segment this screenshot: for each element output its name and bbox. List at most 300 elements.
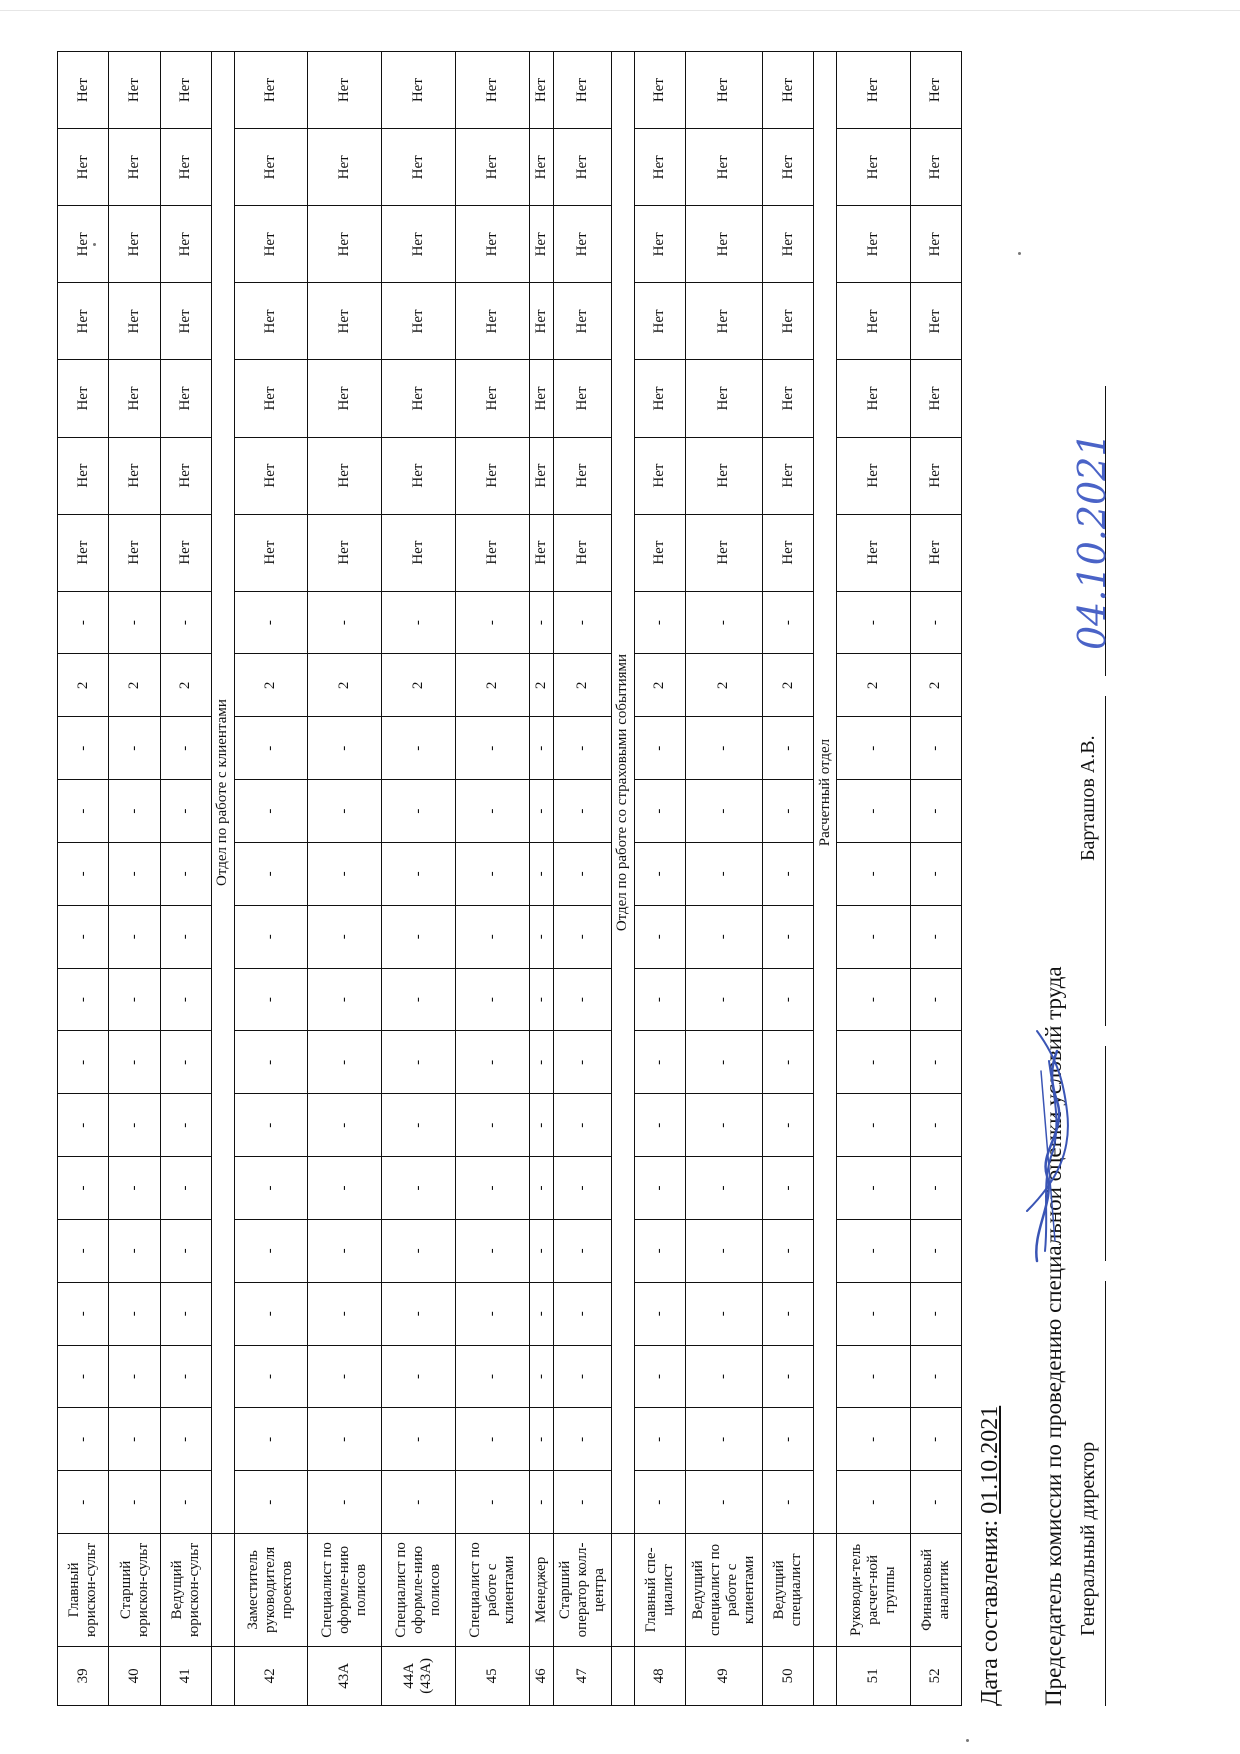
value-cell: - xyxy=(763,968,814,1031)
value-cell: - xyxy=(763,1219,814,1282)
value-cell: Нет xyxy=(634,52,685,129)
value-cell: Нет xyxy=(160,52,211,129)
section-title: Отдел по работе со страховыми событиями xyxy=(612,52,634,1534)
row-number: 42 xyxy=(234,1646,308,1705)
value-cell: Нет xyxy=(529,283,554,360)
section-spacer xyxy=(612,1534,634,1647)
value-cell: - xyxy=(58,842,109,905)
value-cell: Нет xyxy=(58,206,109,283)
value-cell: - xyxy=(763,905,814,968)
position-title: Ведущий специалист по работе с клиентами xyxy=(685,1534,762,1647)
value-cell: - xyxy=(109,905,160,968)
handwritten-date xyxy=(1067,396,1137,656)
value-cell: - xyxy=(529,1471,554,1534)
value-cell: - xyxy=(308,1031,382,1094)
value-cell: - xyxy=(910,1282,962,1345)
assessment-table xyxy=(57,51,962,1706)
value-cell: - xyxy=(634,780,685,843)
value-cell: - xyxy=(634,1219,685,1282)
value-cell: Нет xyxy=(109,360,160,437)
value-cell: Нет xyxy=(529,52,554,129)
value-cell: Нет xyxy=(109,514,160,591)
position-title: Специалист по оформле-нию полисов xyxy=(308,1534,382,1647)
title-underline xyxy=(1105,1281,1106,1706)
value-cell: - xyxy=(685,905,762,968)
value-cell: Нет xyxy=(382,52,456,129)
value-cell: - xyxy=(836,905,910,968)
value-cell: Нет xyxy=(529,514,554,591)
value-cell: - xyxy=(58,780,109,843)
value-cell: - xyxy=(685,1219,762,1282)
value-cell: Нет xyxy=(634,360,685,437)
value-cell: - xyxy=(554,1157,612,1220)
value-cell: - xyxy=(685,1157,762,1220)
value-cell: Нет xyxy=(234,283,308,360)
value-cell: Нет xyxy=(58,360,109,437)
value-cell: Нет xyxy=(910,129,962,206)
value-cell: - xyxy=(455,1408,529,1471)
row-number: 41 xyxy=(160,1646,211,1705)
chairman-line: Председатель комиссии по проведению специальной оценки условий труда xyxy=(1041,966,1066,1706)
value-cell: - xyxy=(910,1219,962,1282)
value-cell: - xyxy=(382,905,456,968)
row-number: 47 xyxy=(554,1646,612,1705)
value-cell: - xyxy=(634,905,685,968)
value-cell: - xyxy=(685,780,762,843)
table-row xyxy=(836,52,910,1706)
value-cell: - xyxy=(308,1408,382,1471)
value-cell: - xyxy=(308,1282,382,1345)
value-cell: Нет xyxy=(836,52,910,129)
value-cell: Нет xyxy=(910,514,962,591)
value-cell: Нет xyxy=(763,129,814,206)
value-cell: - xyxy=(554,1219,612,1282)
value-cell: - xyxy=(234,1157,308,1220)
value-cell: - xyxy=(58,1282,109,1345)
value-cell: - xyxy=(234,1471,308,1534)
value-cell: - xyxy=(234,842,308,905)
value-cell: - xyxy=(455,1094,529,1157)
value-cell: Нет xyxy=(58,437,109,514)
position-title: Старший юрискон-сульт xyxy=(109,1534,160,1647)
value-cell: Нет xyxy=(554,360,612,437)
value-cell: - xyxy=(58,905,109,968)
table-body xyxy=(58,52,962,1706)
value-cell: - xyxy=(685,717,762,780)
value-cell: - xyxy=(455,842,529,905)
value-cell: - xyxy=(529,591,554,654)
position-title: Специалист по работе с клиентами xyxy=(455,1534,529,1647)
value-cell: - xyxy=(836,1345,910,1408)
value-cell: - xyxy=(109,591,160,654)
value-cell: - xyxy=(109,717,160,780)
value-cell: - xyxy=(836,1157,910,1220)
value-cell: Нет xyxy=(529,129,554,206)
value-cell: - xyxy=(634,1408,685,1471)
value-cell: Нет xyxy=(455,206,529,283)
value-cell: - xyxy=(234,780,308,843)
value-cell: - xyxy=(836,1219,910,1282)
value-cell: 2 xyxy=(109,654,160,717)
value-cell: - xyxy=(554,1345,612,1408)
value-cell: - xyxy=(455,1219,529,1282)
value-cell: - xyxy=(58,717,109,780)
value-cell: - xyxy=(685,1282,762,1345)
value-cell: - xyxy=(160,1282,211,1345)
value-cell: - xyxy=(455,1345,529,1408)
value-cell: Нет xyxy=(455,52,529,129)
value-cell: - xyxy=(763,1157,814,1220)
value-cell: - xyxy=(308,780,382,843)
value-cell: Нет xyxy=(529,206,554,283)
value-cell: - xyxy=(109,1157,160,1220)
section-title: Отдел по работе с клиентами xyxy=(212,52,234,1534)
value-cell: - xyxy=(836,1094,910,1157)
value-cell: - xyxy=(529,1408,554,1471)
value-cell: 2 xyxy=(836,654,910,717)
value-cell: - xyxy=(455,1031,529,1094)
value-cell: - xyxy=(455,717,529,780)
value-cell: Нет xyxy=(308,360,382,437)
table-row xyxy=(382,52,456,1706)
value-cell: - xyxy=(455,1282,529,1345)
value-cell: - xyxy=(554,905,612,968)
value-cell: Нет xyxy=(308,52,382,129)
value-cell: - xyxy=(634,1094,685,1157)
value-cell: - xyxy=(58,1094,109,1157)
value-cell: Нет xyxy=(634,283,685,360)
value-cell: - xyxy=(382,1471,456,1534)
signature-image xyxy=(997,1021,1117,1271)
value-cell: - xyxy=(382,842,456,905)
value-cell: Нет xyxy=(382,514,456,591)
value-cell: - xyxy=(634,968,685,1031)
table-row xyxy=(554,52,612,1706)
value-cell: - xyxy=(160,968,211,1031)
value-cell: Нет xyxy=(58,283,109,360)
value-cell: - xyxy=(58,1031,109,1094)
value-cell: Нет xyxy=(685,52,762,129)
row-number: 40 xyxy=(109,1646,160,1705)
value-cell: - xyxy=(910,1345,962,1408)
value-cell: Нет xyxy=(455,437,529,514)
position-title: Руководи-тель расчет-ной группы xyxy=(836,1534,910,1647)
value-cell: Нет xyxy=(109,283,160,360)
value-cell: Нет xyxy=(455,514,529,591)
value-cell: - xyxy=(109,1408,160,1471)
value-cell: - xyxy=(308,1219,382,1282)
value-cell: - xyxy=(109,968,160,1031)
value-cell: - xyxy=(634,1282,685,1345)
value-cell: - xyxy=(836,842,910,905)
value-cell: - xyxy=(58,1471,109,1534)
value-cell: Нет xyxy=(685,514,762,591)
value-cell: - xyxy=(160,717,211,780)
value-cell: Нет xyxy=(910,360,962,437)
section-spacer xyxy=(814,1534,836,1647)
value-cell: - xyxy=(308,1094,382,1157)
value-cell: - xyxy=(308,842,382,905)
value-cell: Нет xyxy=(554,52,612,129)
value-cell: - xyxy=(160,1031,211,1094)
value-cell: - xyxy=(455,1471,529,1534)
value-cell: Нет xyxy=(234,514,308,591)
position-title: Главный юрискон-сульт xyxy=(58,1534,109,1647)
value-cell: Нет xyxy=(58,514,109,591)
value-cell: - xyxy=(382,717,456,780)
value-cell: Нет xyxy=(836,360,910,437)
value-cell: - xyxy=(529,1345,554,1408)
value-cell: - xyxy=(109,1282,160,1345)
value-cell: - xyxy=(308,1471,382,1534)
value-cell: Нет xyxy=(685,129,762,206)
value-cell: - xyxy=(58,591,109,654)
value-cell: - xyxy=(554,1408,612,1471)
value-cell: - xyxy=(836,1282,910,1345)
value-cell: - xyxy=(634,1345,685,1408)
value-cell: - xyxy=(234,1345,308,1408)
position-title: Специалист по оформле-нию полисов xyxy=(382,1534,456,1647)
value-cell: Нет xyxy=(529,437,554,514)
value-cell: 2 xyxy=(308,654,382,717)
value-cell: - xyxy=(234,1219,308,1282)
value-cell: - xyxy=(763,591,814,654)
value-cell: - xyxy=(685,968,762,1031)
value-cell: - xyxy=(554,968,612,1031)
value-cell: - xyxy=(455,1157,529,1220)
value-cell: - xyxy=(529,1157,554,1220)
section-spacer xyxy=(212,1646,234,1705)
value-cell: 2 xyxy=(910,654,962,717)
value-cell: - xyxy=(763,1408,814,1471)
value-cell: - xyxy=(910,968,962,1031)
value-cell: - xyxy=(455,780,529,843)
value-cell: - xyxy=(910,1408,962,1471)
table-row xyxy=(529,52,554,1706)
section-header-row xyxy=(814,52,836,1706)
value-cell: - xyxy=(382,1157,456,1220)
value-cell: - xyxy=(685,1471,762,1534)
value-cell: Нет xyxy=(529,360,554,437)
value-cell: 2 xyxy=(685,654,762,717)
value-cell: - xyxy=(382,1219,456,1282)
scan-speck xyxy=(966,1739,969,1742)
value-cell: Нет xyxy=(234,360,308,437)
value-cell: Нет xyxy=(910,283,962,360)
rotated-document xyxy=(47,38,1193,1716)
value-cell: Нет xyxy=(634,129,685,206)
value-cell: - xyxy=(910,905,962,968)
row-number: 44А (43А) xyxy=(382,1646,456,1705)
value-cell: - xyxy=(382,1408,456,1471)
value-cell: Нет xyxy=(910,52,962,129)
value-cell: - xyxy=(455,968,529,1031)
position-title: Финансовый аналитик xyxy=(910,1534,962,1647)
value-cell: - xyxy=(382,591,456,654)
value-cell: - xyxy=(160,1094,211,1157)
value-cell: - xyxy=(529,842,554,905)
row-number: 39 xyxy=(58,1646,109,1705)
value-cell: - xyxy=(554,1031,612,1094)
section-spacer xyxy=(212,1534,234,1647)
value-cell: - xyxy=(109,1471,160,1534)
date-label: Дата составления: xyxy=(977,1519,1003,1706)
value-cell: Нет xyxy=(160,129,211,206)
value-cell: - xyxy=(160,905,211,968)
value-cell: Нет xyxy=(634,437,685,514)
handwritten-date-text: 04.10.2021 xyxy=(1070,432,1114,650)
value-cell: - xyxy=(58,1408,109,1471)
value-cell: - xyxy=(160,1219,211,1282)
value-cell: Нет xyxy=(160,283,211,360)
position-title: Главный спе-циалист xyxy=(634,1534,685,1647)
value-cell: Нет xyxy=(554,514,612,591)
value-cell: Нет xyxy=(234,52,308,129)
section-header-row xyxy=(612,52,634,1706)
name-underline xyxy=(1105,696,1106,1026)
value-cell: - xyxy=(109,1345,160,1408)
value-cell: - xyxy=(685,842,762,905)
value-cell: - xyxy=(382,1031,456,1094)
value-cell: Нет xyxy=(160,206,211,283)
value-cell: Нет xyxy=(836,129,910,206)
value-cell: Нет xyxy=(836,283,910,360)
value-cell: Нет xyxy=(160,360,211,437)
value-cell: - xyxy=(763,1282,814,1345)
value-cell: Нет xyxy=(455,283,529,360)
value-cell: - xyxy=(109,1031,160,1094)
value-cell: Нет xyxy=(836,206,910,283)
value-cell: - xyxy=(634,591,685,654)
row-number: 48 xyxy=(634,1646,685,1705)
table-row xyxy=(685,52,762,1706)
row-number: 46 xyxy=(529,1646,554,1705)
value-cell: Нет xyxy=(58,129,109,206)
value-cell: - xyxy=(234,1094,308,1157)
value-cell: Нет xyxy=(554,437,612,514)
value-cell: - xyxy=(58,1219,109,1282)
value-cell: Нет xyxy=(58,52,109,129)
value-cell: - xyxy=(529,905,554,968)
value-cell: Нет xyxy=(382,437,456,514)
value-cell: - xyxy=(763,717,814,780)
value-cell: 2 xyxy=(455,654,529,717)
value-cell: - xyxy=(529,717,554,780)
value-cell: - xyxy=(836,717,910,780)
value-cell: - xyxy=(763,1345,814,1408)
value-cell: - xyxy=(58,968,109,1031)
value-cell: - xyxy=(160,1408,211,1471)
value-cell: - xyxy=(836,780,910,843)
table-row xyxy=(634,52,685,1706)
value-cell: - xyxy=(685,1031,762,1094)
value-cell: Нет xyxy=(455,129,529,206)
row-number: 49 xyxy=(685,1646,762,1705)
value-cell: - xyxy=(910,1157,962,1220)
value-cell: - xyxy=(382,1345,456,1408)
value-cell: Нет xyxy=(308,283,382,360)
value-cell: Нет xyxy=(763,437,814,514)
value-cell: Нет xyxy=(109,437,160,514)
value-cell: Нет xyxy=(685,283,762,360)
section-title: Расчетный отдел xyxy=(814,52,836,1534)
value-cell: 2 xyxy=(234,654,308,717)
table-row xyxy=(234,52,308,1706)
position-title: Ведущий юрискон-сульт xyxy=(160,1534,211,1647)
value-cell: - xyxy=(910,780,962,843)
table-row xyxy=(910,52,962,1706)
value-cell: - xyxy=(160,1157,211,1220)
value-cell: - xyxy=(634,842,685,905)
position-title: Ведущий специалист xyxy=(763,1534,814,1647)
value-cell: - xyxy=(634,1031,685,1094)
value-cell: Нет xyxy=(685,206,762,283)
value-cell: Нет xyxy=(234,206,308,283)
value-cell: - xyxy=(455,905,529,968)
value-cell: - xyxy=(554,591,612,654)
value-cell: Нет xyxy=(634,206,685,283)
signer-title-line xyxy=(1077,66,1100,1706)
value-cell: 2 xyxy=(529,654,554,717)
value-cell: Нет xyxy=(234,129,308,206)
value-cell: 2 xyxy=(763,654,814,717)
table-row xyxy=(455,52,529,1706)
value-cell: - xyxy=(685,1345,762,1408)
value-cell: - xyxy=(529,968,554,1031)
value-cell: - xyxy=(529,1282,554,1345)
value-cell: - xyxy=(763,1031,814,1094)
row-number: 45 xyxy=(455,1646,529,1705)
value-cell: Нет xyxy=(763,360,814,437)
table-row xyxy=(109,52,160,1706)
value-cell: Нет xyxy=(382,360,456,437)
value-cell: - xyxy=(160,842,211,905)
value-cell: Нет xyxy=(382,129,456,206)
value-cell: - xyxy=(836,1408,910,1471)
value-cell: - xyxy=(234,905,308,968)
value-cell: - xyxy=(160,1345,211,1408)
value-cell: Нет xyxy=(836,437,910,514)
value-cell: - xyxy=(234,717,308,780)
value-cell: - xyxy=(763,842,814,905)
value-cell: - xyxy=(455,591,529,654)
value-cell: Нет xyxy=(910,206,962,283)
value-cell: - xyxy=(634,717,685,780)
value-cell: - xyxy=(685,1094,762,1157)
section-spacer xyxy=(814,1646,836,1705)
value-cell: - xyxy=(234,591,308,654)
table-row xyxy=(160,52,211,1706)
value-cell: Нет xyxy=(554,129,612,206)
value-cell: - xyxy=(910,842,962,905)
position-title: Старший оператор колл-центра xyxy=(554,1534,612,1647)
signer-title: Генеральный директор xyxy=(1077,1441,1099,1636)
value-cell: Нет xyxy=(308,129,382,206)
signer-name: Барташов А.В. xyxy=(1077,735,1099,861)
row-number: 43А xyxy=(308,1646,382,1705)
value-cell: - xyxy=(529,1031,554,1094)
value-cell: Нет xyxy=(160,437,211,514)
value-cell: Нет xyxy=(554,206,612,283)
value-cell: Нет xyxy=(763,514,814,591)
value-cell: Нет xyxy=(685,437,762,514)
value-cell: - xyxy=(836,1471,910,1534)
value-cell: Нет xyxy=(836,514,910,591)
value-cell: - xyxy=(910,717,962,780)
value-cell: - xyxy=(109,1094,160,1157)
value-cell: Нет xyxy=(234,437,308,514)
row-number: 52 xyxy=(910,1646,962,1705)
